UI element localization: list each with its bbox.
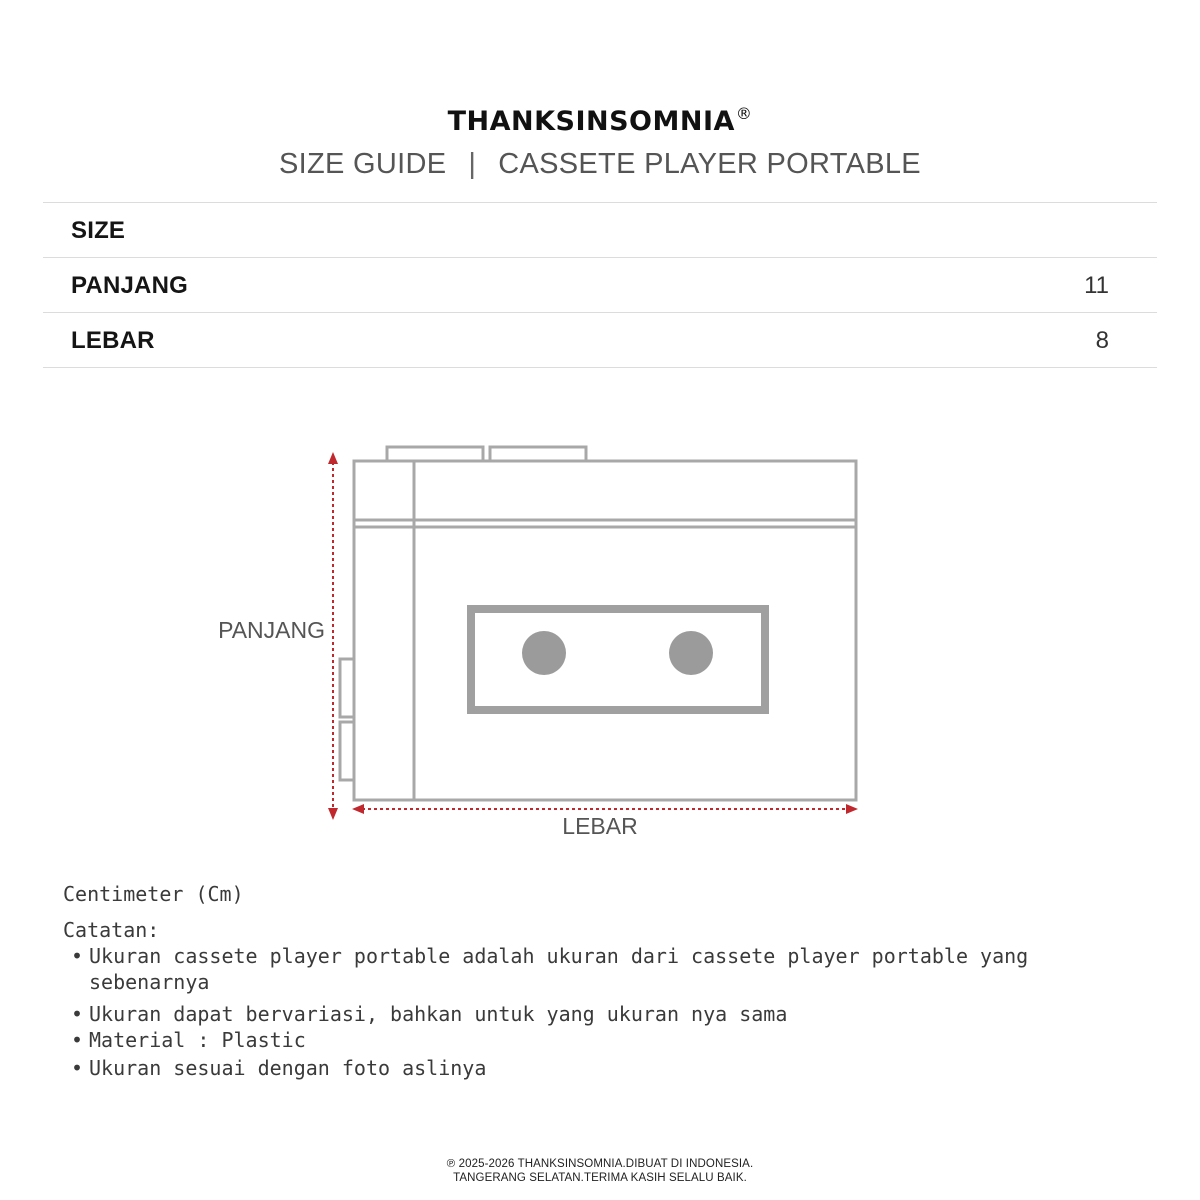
lebar-label: LEBAR — [562, 813, 638, 839]
width-arrow-head-right — [846, 804, 858, 814]
side-button-upper — [340, 659, 354, 717]
cassette-reel-right — [669, 631, 713, 675]
cassette-reel-left — [522, 631, 566, 675]
width-arrow-head-left — [352, 804, 364, 814]
unit-text: Centimeter (Cm) — [63, 882, 244, 906]
row-label-lebar: LEBAR — [71, 327, 155, 354]
guide-label: SIZE GUIDE — [279, 148, 447, 180]
notes-list — [63, 943, 1143, 1081]
note-item: • Ukuran sesuai dengan foto aslinya — [63, 1055, 1143, 1081]
registered-mark: ® — [735, 104, 753, 123]
height-arrow-head-top — [328, 452, 338, 464]
note-item: • Ukuran dapat bervariasi, bahkan untuk yang ukuran nya sama — [63, 1001, 1143, 1027]
note-item: • Ukuran cassete player portable adalah ukuran dari cassete player portable yang sebenarnya — [63, 943, 1143, 995]
top-button-right — [490, 447, 586, 461]
brand-name: THANKSINSOMNIA — [447, 106, 735, 137]
note-item: • Material : Plastic — [63, 1027, 1143, 1053]
side-button-lower — [340, 722, 354, 780]
row-value-lebar: 8 — [1095, 327, 1109, 354]
height-arrow-head-bottom — [328, 808, 338, 820]
player-body — [354, 461, 856, 800]
subtitle-separator: | — [468, 148, 477, 180]
notes-section — [63, 880, 1143, 1081]
row-value-panjang: 11 — [1084, 272, 1109, 299]
footer-line-1: ℗ 2025-2026 THANKSINSOMNIA.DIBUAT DI INDONESIA. — [446, 1158, 754, 1170]
top-button-left — [387, 447, 483, 461]
footer-line-2: TANGERANG SELATAN.TERIMA KASIH SELALU BAIK. — [453, 1172, 747, 1184]
cassette-window — [471, 609, 765, 710]
panjang-label: PANJANG — [218, 617, 325, 643]
notes-title: Catatan: — [63, 918, 160, 942]
product-name: CASSETE PLAYER PORTABLE — [498, 148, 921, 180]
player-outline — [340, 447, 856, 800]
footer — [0, 1157, 1200, 1185]
row-label-panjang: PANJANG — [71, 272, 188, 299]
size-header-label: SIZE — [71, 217, 126, 244]
height-arrow — [328, 452, 338, 820]
